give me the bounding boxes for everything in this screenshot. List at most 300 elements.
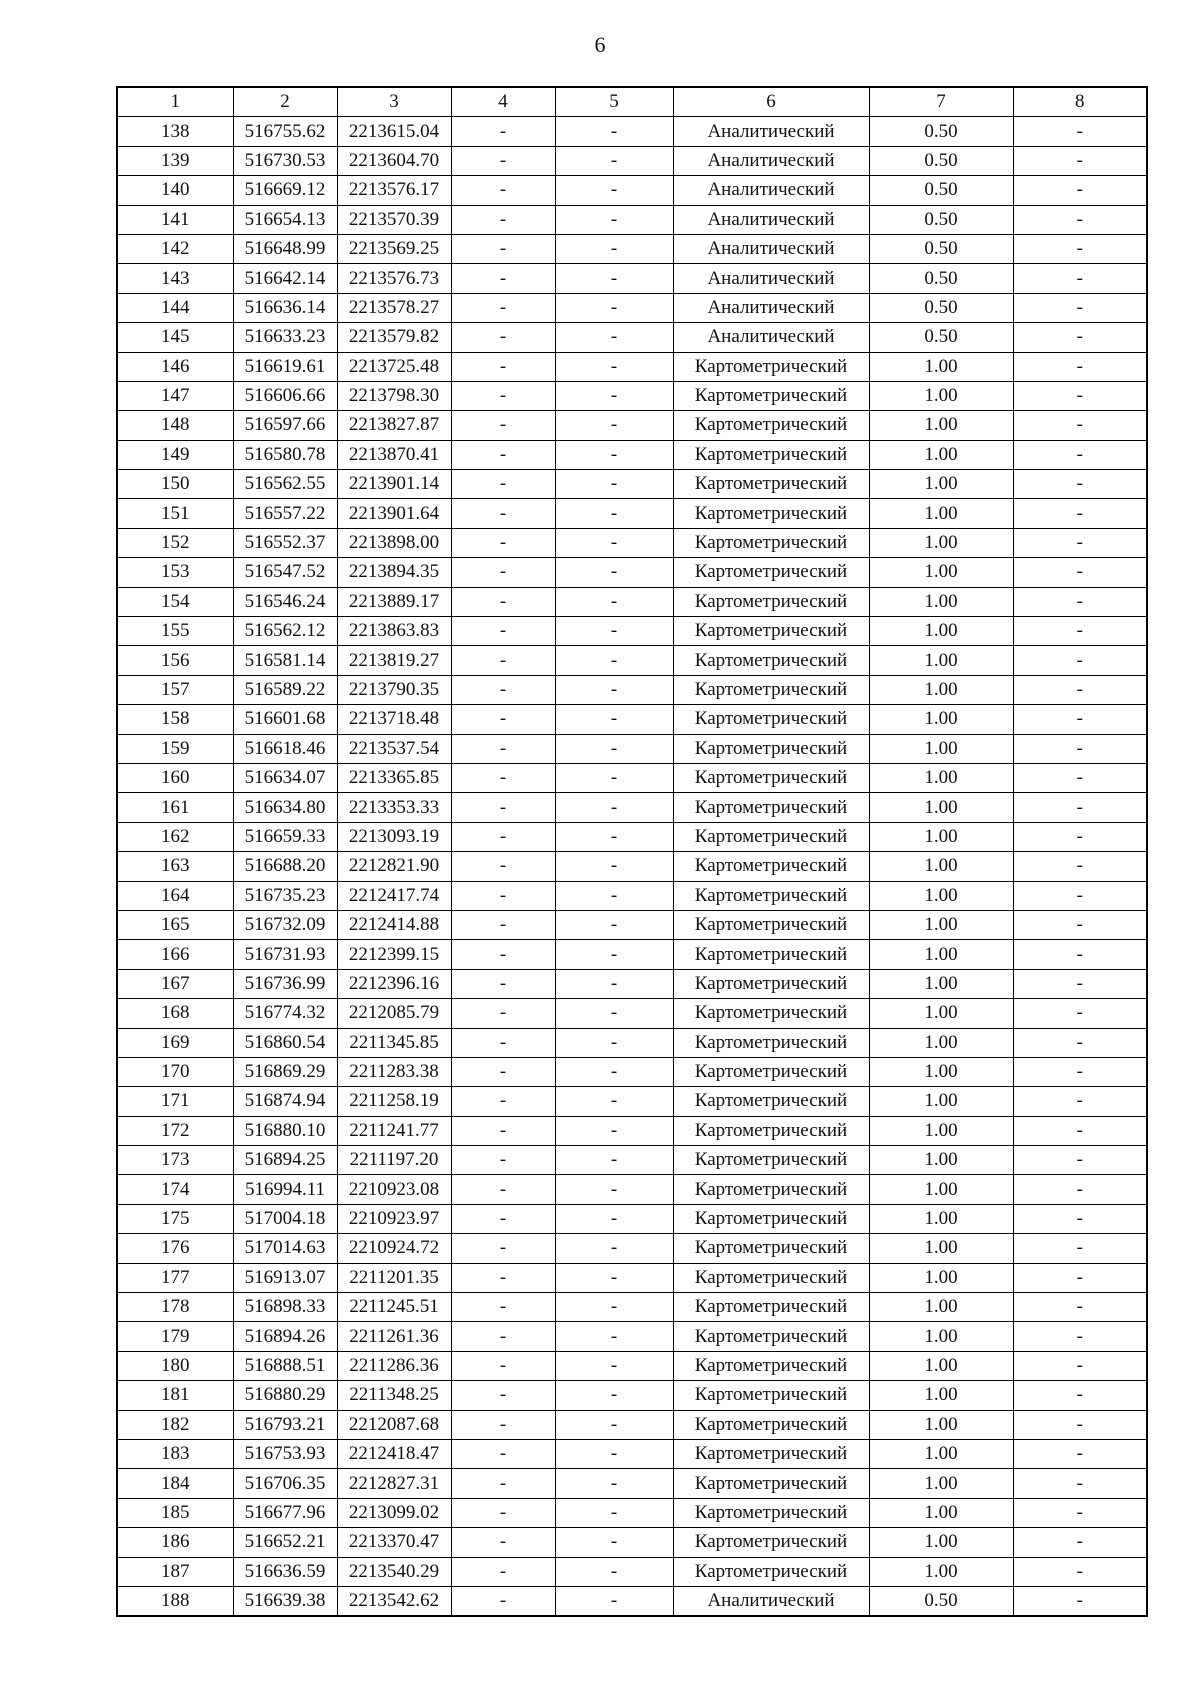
cell-col-4: - xyxy=(451,793,555,822)
cell-point-number: 181 xyxy=(117,1381,233,1410)
cell-col-8: - xyxy=(1013,499,1147,528)
cell-method: Картометрический xyxy=(673,763,869,792)
cell-col-8: - xyxy=(1013,1381,1147,1410)
cell-col-5: - xyxy=(555,1293,673,1322)
cell-method: Картометрический xyxy=(673,940,869,969)
cell-col-5: - xyxy=(555,1204,673,1233)
table-row xyxy=(117,440,1147,469)
cell-x-coordinate: 516654.13 xyxy=(233,205,337,234)
cell-point-number: 166 xyxy=(117,940,233,969)
cell-col-5: - xyxy=(555,822,673,851)
cell-col-4: - xyxy=(451,440,555,469)
cell-col-4: - xyxy=(451,293,555,322)
cell-point-number: 186 xyxy=(117,1528,233,1557)
cell-point-number: 163 xyxy=(117,852,233,881)
cell-x-coordinate: 516618.46 xyxy=(233,734,337,763)
cell-x-coordinate: 516606.66 xyxy=(233,381,337,410)
cell-method: Картометрический xyxy=(673,999,869,1028)
cell-x-coordinate: 516589.22 xyxy=(233,675,337,704)
cell-col-4: - xyxy=(451,323,555,352)
cell-col-8: - xyxy=(1013,1028,1147,1057)
cell-y-coordinate: 2213576.17 xyxy=(337,176,451,205)
cell-y-coordinate: 2213798.30 xyxy=(337,381,451,410)
cell-col-5: - xyxy=(555,558,673,587)
cell-x-coordinate: 516736.99 xyxy=(233,969,337,998)
cell-y-coordinate: 2213093.19 xyxy=(337,822,451,851)
cell-point-number: 175 xyxy=(117,1204,233,1233)
cell-col-5: - xyxy=(555,852,673,881)
cell-accuracy: 1.00 xyxy=(869,910,1013,939)
cell-accuracy: 1.00 xyxy=(869,1439,1013,1468)
cell-y-coordinate: 2211241.77 xyxy=(337,1116,451,1145)
cell-col-5: - xyxy=(555,1498,673,1527)
cell-point-number: 183 xyxy=(117,1439,233,1468)
cell-col-8: - xyxy=(1013,1087,1147,1116)
cell-col-8: - xyxy=(1013,793,1147,822)
cell-y-coordinate: 2213604.70 xyxy=(337,146,451,175)
cell-y-coordinate: 2213537.54 xyxy=(337,734,451,763)
cell-col-4: - xyxy=(451,1528,555,1557)
cell-x-coordinate: 516642.14 xyxy=(233,264,337,293)
cell-col-8: - xyxy=(1013,1322,1147,1351)
cell-y-coordinate: 2211245.51 xyxy=(337,1293,451,1322)
cell-method: Аналитический xyxy=(673,293,869,322)
cell-col-4: - xyxy=(451,1175,555,1204)
cell-point-number: 143 xyxy=(117,264,233,293)
table-row xyxy=(117,264,1147,293)
cell-col-8: - xyxy=(1013,323,1147,352)
table-row xyxy=(117,381,1147,410)
cell-y-coordinate: 2213863.83 xyxy=(337,617,451,646)
cell-col-4: - xyxy=(451,587,555,616)
cell-col-4: - xyxy=(451,910,555,939)
cell-method: Картометрический xyxy=(673,1322,869,1351)
cell-col-5: - xyxy=(555,1469,673,1498)
cell-y-coordinate: 2211348.25 xyxy=(337,1381,451,1410)
cell-y-coordinate: 2211261.36 xyxy=(337,1322,451,1351)
cell-method: Картометрический xyxy=(673,793,869,822)
cell-method: Картометрический xyxy=(673,1204,869,1233)
cell-method: Картометрический xyxy=(673,558,869,587)
cell-col-8: - xyxy=(1013,675,1147,704)
cell-x-coordinate: 516755.62 xyxy=(233,117,337,146)
cell-x-coordinate: 516913.07 xyxy=(233,1263,337,1292)
cell-method: Картометрический xyxy=(673,1087,869,1116)
cell-accuracy: 1.00 xyxy=(869,1351,1013,1380)
table-row xyxy=(117,1410,1147,1439)
column-header: 5 xyxy=(555,87,673,117)
cell-y-coordinate: 2211201.35 xyxy=(337,1263,451,1292)
cell-col-8: - xyxy=(1013,1586,1147,1616)
cell-method: Картометрический xyxy=(673,1263,869,1292)
cell-y-coordinate: 2212399.15 xyxy=(337,940,451,969)
cell-y-coordinate: 2213615.04 xyxy=(337,117,451,146)
cell-method: Картометрический xyxy=(673,1498,869,1527)
table-row xyxy=(117,411,1147,440)
table-row xyxy=(117,1175,1147,1204)
table-row xyxy=(117,646,1147,675)
table-row xyxy=(117,117,1147,146)
cell-y-coordinate: 2212418.47 xyxy=(337,1439,451,1468)
cell-col-8: - xyxy=(1013,234,1147,263)
cell-accuracy: 0.50 xyxy=(869,117,1013,146)
cell-x-coordinate: 516869.29 xyxy=(233,1057,337,1086)
table-row xyxy=(117,205,1147,234)
cell-x-coordinate: 516894.26 xyxy=(233,1322,337,1351)
cell-point-number: 188 xyxy=(117,1586,233,1616)
table-row xyxy=(117,352,1147,381)
cell-accuracy: 1.00 xyxy=(869,587,1013,616)
cell-accuracy: 1.00 xyxy=(869,381,1013,410)
cell-method: Картометрический xyxy=(673,528,869,557)
cell-accuracy: 0.50 xyxy=(869,176,1013,205)
cell-col-4: - xyxy=(451,146,555,175)
cell-method: Картометрический xyxy=(673,1469,869,1498)
cell-method: Аналитический xyxy=(673,234,869,263)
cell-col-4: - xyxy=(451,646,555,675)
cell-accuracy: 1.00 xyxy=(869,1498,1013,1527)
table-row xyxy=(117,293,1147,322)
cell-col-8: - xyxy=(1013,440,1147,469)
cell-col-4: - xyxy=(451,205,555,234)
table-row xyxy=(117,705,1147,734)
cell-col-4: - xyxy=(451,499,555,528)
cell-point-number: 156 xyxy=(117,646,233,675)
cell-accuracy: 1.00 xyxy=(869,1381,1013,1410)
cell-point-number: 160 xyxy=(117,763,233,792)
cell-accuracy: 1.00 xyxy=(869,617,1013,646)
cell-accuracy: 0.50 xyxy=(869,293,1013,322)
cell-accuracy: 1.00 xyxy=(869,528,1013,557)
cell-col-5: - xyxy=(555,675,673,704)
cell-col-8: - xyxy=(1013,1293,1147,1322)
cell-x-coordinate: 516547.52 xyxy=(233,558,337,587)
cell-col-8: - xyxy=(1013,646,1147,675)
cell-point-number: 152 xyxy=(117,528,233,557)
cell-col-8: - xyxy=(1013,146,1147,175)
cell-x-coordinate: 516793.21 xyxy=(233,1410,337,1439)
cell-accuracy: 1.00 xyxy=(869,822,1013,851)
cell-col-8: - xyxy=(1013,1204,1147,1233)
cell-x-coordinate: 516880.10 xyxy=(233,1116,337,1145)
cell-point-number: 169 xyxy=(117,1028,233,1057)
cell-accuracy: 0.50 xyxy=(869,146,1013,175)
cell-col-4: - xyxy=(451,881,555,910)
cell-x-coordinate: 516753.93 xyxy=(233,1439,337,1468)
cell-accuracy: 1.00 xyxy=(869,1057,1013,1086)
cell-point-number: 146 xyxy=(117,352,233,381)
cell-col-8: - xyxy=(1013,558,1147,587)
cell-col-5: - xyxy=(555,1175,673,1204)
cell-method: Картометрический xyxy=(673,1057,869,1086)
table-row xyxy=(117,881,1147,910)
cell-x-coordinate: 516652.21 xyxy=(233,1528,337,1557)
table-row xyxy=(117,1381,1147,1410)
cell-x-coordinate: 516659.33 xyxy=(233,822,337,851)
cell-y-coordinate: 2211258.19 xyxy=(337,1087,451,1116)
cell-y-coordinate: 2213901.64 xyxy=(337,499,451,528)
cell-y-coordinate: 2213353.33 xyxy=(337,793,451,822)
table-row xyxy=(117,822,1147,851)
cell-accuracy: 1.00 xyxy=(869,969,1013,998)
cell-col-8: - xyxy=(1013,881,1147,910)
cell-point-number: 171 xyxy=(117,1087,233,1116)
cell-method: Аналитический xyxy=(673,146,869,175)
cell-col-5: - xyxy=(555,1381,673,1410)
cell-x-coordinate: 516874.94 xyxy=(233,1087,337,1116)
cell-method: Картометрический xyxy=(673,1028,869,1057)
cell-col-8: - xyxy=(1013,617,1147,646)
cell-accuracy: 1.00 xyxy=(869,1146,1013,1175)
cell-accuracy: 1.00 xyxy=(869,1116,1013,1145)
cell-accuracy: 1.00 xyxy=(869,499,1013,528)
cell-accuracy: 1.00 xyxy=(869,793,1013,822)
table-row xyxy=(117,1116,1147,1145)
cell-x-coordinate: 516619.61 xyxy=(233,352,337,381)
cell-col-5: - xyxy=(555,411,673,440)
column-header: 1 xyxy=(117,87,233,117)
cell-accuracy: 0.50 xyxy=(869,205,1013,234)
cell-col-8: - xyxy=(1013,205,1147,234)
cell-method: Картометрический xyxy=(673,1439,869,1468)
cell-col-5: - xyxy=(555,1557,673,1586)
cell-y-coordinate: 2213578.27 xyxy=(337,293,451,322)
cell-point-number: 157 xyxy=(117,675,233,704)
table-row xyxy=(117,323,1147,352)
cell-x-coordinate: 516648.99 xyxy=(233,234,337,263)
cell-x-coordinate: 516633.23 xyxy=(233,323,337,352)
cell-col-5: - xyxy=(555,1116,673,1145)
cell-col-4: - xyxy=(451,411,555,440)
cell-accuracy: 0.50 xyxy=(869,1586,1013,1616)
cell-x-coordinate: 516562.12 xyxy=(233,617,337,646)
cell-y-coordinate: 2213540.29 xyxy=(337,1557,451,1586)
column-header: 2 xyxy=(233,87,337,117)
cell-point-number: 170 xyxy=(117,1057,233,1086)
table-row xyxy=(117,1498,1147,1527)
cell-point-number: 174 xyxy=(117,1175,233,1204)
cell-x-coordinate: 516546.24 xyxy=(233,587,337,616)
cell-col-4: - xyxy=(451,822,555,851)
cell-point-number: 153 xyxy=(117,558,233,587)
cell-col-4: - xyxy=(451,999,555,1028)
table-row xyxy=(117,969,1147,998)
cell-col-8: - xyxy=(1013,293,1147,322)
cell-x-coordinate: 516880.29 xyxy=(233,1381,337,1410)
cell-accuracy: 1.00 xyxy=(869,1322,1013,1351)
coordinates-table xyxy=(116,86,1148,1617)
cell-method: Картометрический xyxy=(673,705,869,734)
cell-point-number: 180 xyxy=(117,1351,233,1380)
cell-col-8: - xyxy=(1013,969,1147,998)
cell-point-number: 182 xyxy=(117,1410,233,1439)
cell-x-coordinate: 516994.11 xyxy=(233,1175,337,1204)
cell-col-4: - xyxy=(451,969,555,998)
cell-col-8: - xyxy=(1013,763,1147,792)
cell-accuracy: 1.00 xyxy=(869,1410,1013,1439)
cell-accuracy: 1.00 xyxy=(869,1028,1013,1057)
cell-method: Картометрический xyxy=(673,852,869,881)
cell-col-5: - xyxy=(555,646,673,675)
cell-col-8: - xyxy=(1013,1146,1147,1175)
cell-col-4: - xyxy=(451,176,555,205)
cell-x-coordinate: 516597.66 xyxy=(233,411,337,440)
table-row xyxy=(117,1028,1147,1057)
cell-y-coordinate: 2213901.14 xyxy=(337,470,451,499)
cell-y-coordinate: 2213365.85 xyxy=(337,763,451,792)
cell-col-4: - xyxy=(451,1322,555,1351)
table-row xyxy=(117,675,1147,704)
cell-x-coordinate: 516636.14 xyxy=(233,293,337,322)
cell-col-4: - xyxy=(451,734,555,763)
cell-method: Картометрический xyxy=(673,969,869,998)
table-row xyxy=(117,1146,1147,1175)
cell-col-4: - xyxy=(451,528,555,557)
cell-y-coordinate: 2213370.47 xyxy=(337,1528,451,1557)
cell-accuracy: 1.00 xyxy=(869,1204,1013,1233)
cell-col-5: - xyxy=(555,1057,673,1086)
cell-col-5: - xyxy=(555,910,673,939)
cell-method: Картометрический xyxy=(673,440,869,469)
cell-x-coordinate: 516735.23 xyxy=(233,881,337,910)
cell-accuracy: 1.00 xyxy=(869,1234,1013,1263)
cell-method: Аналитический xyxy=(673,323,869,352)
cell-x-coordinate: 516601.68 xyxy=(233,705,337,734)
cell-col-8: - xyxy=(1013,1057,1147,1086)
cell-col-8: - xyxy=(1013,264,1147,293)
cell-x-coordinate: 516552.37 xyxy=(233,528,337,557)
cell-x-coordinate: 516731.93 xyxy=(233,940,337,969)
column-header: 3 xyxy=(337,87,451,117)
cell-point-number: 141 xyxy=(117,205,233,234)
cell-point-number: 147 xyxy=(117,381,233,410)
cell-accuracy: 1.00 xyxy=(869,940,1013,969)
cell-col-5: - xyxy=(555,352,673,381)
cell-y-coordinate: 2213894.35 xyxy=(337,558,451,587)
cell-accuracy: 1.00 xyxy=(869,1175,1013,1204)
cell-y-coordinate: 2213889.17 xyxy=(337,587,451,616)
table-row xyxy=(117,1204,1147,1233)
table-header-row xyxy=(117,87,1147,117)
cell-x-coordinate: 516634.80 xyxy=(233,793,337,822)
cell-col-5: - xyxy=(555,293,673,322)
cell-accuracy: 1.00 xyxy=(869,705,1013,734)
cell-y-coordinate: 2213579.82 xyxy=(337,323,451,352)
cell-col-8: - xyxy=(1013,999,1147,1028)
cell-col-8: - xyxy=(1013,734,1147,763)
cell-method: Картометрический xyxy=(673,411,869,440)
cell-accuracy: 1.00 xyxy=(869,999,1013,1028)
cell-col-4: - xyxy=(451,1381,555,1410)
cell-col-4: - xyxy=(451,1439,555,1468)
cell-y-coordinate: 2211345.85 xyxy=(337,1028,451,1057)
cell-col-5: - xyxy=(555,617,673,646)
cell-col-8: - xyxy=(1013,852,1147,881)
cell-y-coordinate: 2212827.31 xyxy=(337,1469,451,1498)
table-row xyxy=(117,1263,1147,1292)
cell-y-coordinate: 2213542.62 xyxy=(337,1586,451,1616)
cell-col-8: - xyxy=(1013,1498,1147,1527)
cell-col-5: - xyxy=(555,499,673,528)
cell-x-coordinate: 516557.22 xyxy=(233,499,337,528)
cell-col-4: - xyxy=(451,675,555,704)
cell-col-4: - xyxy=(451,1293,555,1322)
table-row xyxy=(117,1293,1147,1322)
cell-col-4: - xyxy=(451,1586,555,1616)
cell-col-4: - xyxy=(451,763,555,792)
cell-col-8: - xyxy=(1013,1469,1147,1498)
cell-y-coordinate: 2213570.39 xyxy=(337,205,451,234)
cell-col-5: - xyxy=(555,1087,673,1116)
table-row xyxy=(117,1087,1147,1116)
column-header: 7 xyxy=(869,87,1013,117)
cell-accuracy: 0.50 xyxy=(869,323,1013,352)
cell-y-coordinate: 2212396.16 xyxy=(337,969,451,998)
cell-col-4: - xyxy=(451,117,555,146)
cell-x-coordinate: 516677.96 xyxy=(233,1498,337,1527)
cell-accuracy: 1.00 xyxy=(869,1263,1013,1292)
cell-x-coordinate: 517014.63 xyxy=(233,1234,337,1263)
cell-point-number: 187 xyxy=(117,1557,233,1586)
cell-point-number: 164 xyxy=(117,881,233,910)
cell-col-5: - xyxy=(555,1528,673,1557)
cell-point-number: 140 xyxy=(117,176,233,205)
cell-col-8: - xyxy=(1013,822,1147,851)
cell-col-4: - xyxy=(451,1028,555,1057)
cell-col-5: - xyxy=(555,176,673,205)
cell-col-5: - xyxy=(555,205,673,234)
cell-col-8: - xyxy=(1013,1351,1147,1380)
cell-point-number: 172 xyxy=(117,1116,233,1145)
cell-point-number: 185 xyxy=(117,1498,233,1527)
cell-point-number: 144 xyxy=(117,293,233,322)
cell-x-coordinate: 516580.78 xyxy=(233,440,337,469)
cell-col-5: - xyxy=(555,734,673,763)
cell-accuracy: 1.00 xyxy=(869,646,1013,675)
cell-col-4: - xyxy=(451,1234,555,1263)
cell-col-5: - xyxy=(555,940,673,969)
table-body xyxy=(117,117,1147,1616)
cell-col-8: - xyxy=(1013,381,1147,410)
cell-point-number: 155 xyxy=(117,617,233,646)
cell-col-4: - xyxy=(451,852,555,881)
cell-col-5: - xyxy=(555,323,673,352)
cell-point-number: 145 xyxy=(117,323,233,352)
cell-y-coordinate: 2211286.36 xyxy=(337,1351,451,1380)
cell-col-8: - xyxy=(1013,1234,1147,1263)
cell-col-5: - xyxy=(555,1322,673,1351)
cell-col-5: - xyxy=(555,1028,673,1057)
cell-col-5: - xyxy=(555,146,673,175)
cell-col-4: - xyxy=(451,381,555,410)
cell-y-coordinate: 2211197.20 xyxy=(337,1146,451,1175)
table-row xyxy=(117,940,1147,969)
cell-col-5: - xyxy=(555,528,673,557)
cell-method: Картометрический xyxy=(673,1175,869,1204)
table-row xyxy=(117,1234,1147,1263)
cell-col-8: - xyxy=(1013,176,1147,205)
cell-x-coordinate: 517004.18 xyxy=(233,1204,337,1233)
cell-x-coordinate: 516730.53 xyxy=(233,146,337,175)
table-row xyxy=(117,793,1147,822)
cell-x-coordinate: 516581.14 xyxy=(233,646,337,675)
table-row xyxy=(117,146,1147,175)
cell-accuracy: 1.00 xyxy=(869,1087,1013,1116)
table-row xyxy=(117,470,1147,499)
cell-col-4: - xyxy=(451,617,555,646)
cell-method: Аналитический xyxy=(673,176,869,205)
cell-accuracy: 1.00 xyxy=(869,1293,1013,1322)
